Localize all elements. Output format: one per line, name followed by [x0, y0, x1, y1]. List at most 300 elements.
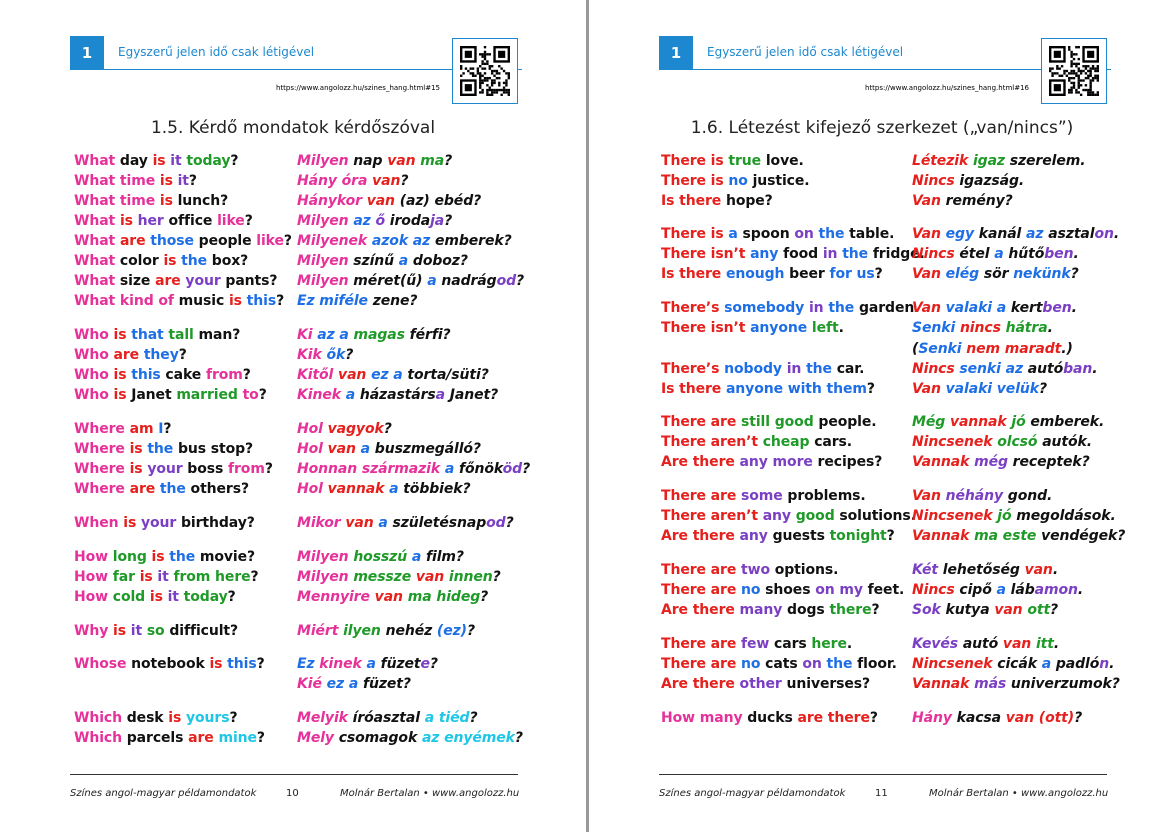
word-segment: anyone — [750, 320, 808, 336]
word-segment: férfi? — [404, 327, 451, 343]
footer-rule — [659, 774, 1107, 775]
word-segment: Hánykor — [297, 193, 362, 209]
word-segment: a — [996, 582, 1006, 598]
audio-url[interactable]: https://www.angolozz.hu/szines_hang.html#16 — [864, 84, 1029, 92]
word-segment: Kié — [297, 676, 322, 692]
word-segment: nekünk — [1013, 266, 1071, 282]
english-sentence — [74, 481, 249, 497]
hungarian-sentence — [297, 676, 411, 692]
footer-author: Molnár Bertalan • www.angolozz.hu — [929, 788, 1109, 799]
word-segment: Where — [74, 461, 125, 477]
word-segment: itt — [1035, 636, 1054, 652]
english-sentence — [74, 233, 292, 249]
word-segment: van — [372, 173, 401, 189]
word-segment: hope? — [721, 193, 773, 209]
word-segment: Mikor — [297, 515, 341, 531]
word-segment: . — [1109, 656, 1115, 672]
word-segment: az — [1005, 361, 1023, 377]
word-segment: autó — [958, 636, 1003, 652]
word-segment: Vannak — [912, 454, 970, 470]
word-segment: od — [496, 273, 517, 289]
word-segment: .) — [1061, 341, 1073, 357]
word-segment: igaz — [972, 153, 1005, 169]
hungarian-sentence — [297, 273, 524, 289]
word-segment: ? — [242, 367, 251, 383]
word-segment: There’s — [661, 361, 720, 377]
word-segment: Milyen — [297, 273, 349, 289]
hungarian-sentence — [297, 233, 512, 249]
word-segment: hátra — [1005, 320, 1048, 336]
chapter-title: Egyszerű jelen idő csak létigével — [707, 45, 904, 59]
word-segment: it — [167, 589, 179, 605]
footer-book-title: Színes angol-magyar példamondatok — [70, 788, 257, 799]
word-segment: csomagok — [333, 730, 422, 746]
hungarian-sentence — [912, 636, 1059, 652]
word-segment: ? — [229, 710, 238, 726]
hungarian-sentence — [912, 173, 1024, 189]
word-segment: There isn’t — [661, 246, 746, 262]
word-segment: emberek? — [430, 233, 512, 249]
word-segment: cipő — [954, 582, 997, 598]
hungarian-sentence — [912, 266, 1079, 282]
hungarian-sentence — [297, 710, 477, 726]
word-segment: ben — [1044, 246, 1074, 262]
hungarian-sentence — [297, 367, 489, 383]
word-segment: floor. — [852, 656, 897, 672]
sentence-list — [0, 0, 586, 760]
footer-book-title: Színes angol-magyar példamondatok — [659, 788, 846, 799]
word-segment: Hol — [297, 481, 323, 497]
hungarian-sentence — [912, 320, 1053, 336]
word-segment: ? — [345, 347, 354, 363]
word-segment: What — [74, 213, 116, 229]
word-segment: ? — [188, 173, 197, 189]
word-segment: film? — [421, 549, 464, 565]
hungarian-sentence — [912, 246, 1079, 262]
word-segment: few — [741, 636, 770, 652]
word-segment: with them — [787, 381, 867, 397]
english-sentence — [661, 602, 880, 618]
word-segment: öd — [502, 461, 523, 477]
word-segment: it — [130, 623, 143, 639]
word-segment: Még — [912, 414, 946, 430]
word-segment: mine — [218, 730, 257, 746]
word-segment: Nincs — [912, 361, 955, 377]
hungarian-sentence — [297, 589, 488, 605]
word-segment: justice. — [747, 173, 810, 189]
word-segment: az enyémek — [421, 730, 515, 746]
word-segment: ő — [375, 213, 386, 229]
word-segment: ? — [258, 387, 267, 403]
sentence-list — [589, 0, 1175, 760]
word-segment: here — [811, 636, 847, 652]
hungarian-sentence — [297, 153, 452, 169]
english-sentence — [661, 361, 864, 377]
word-segment: ? — [514, 730, 523, 746]
word-segment: . — [1052, 562, 1059, 578]
word-segment: in — [786, 361, 802, 377]
word-segment: igazság. — [954, 173, 1025, 189]
word-segment: any — [739, 528, 768, 544]
hungarian-sentence — [912, 488, 1052, 504]
word-segment: the — [147, 441, 174, 457]
word-segment: ? — [400, 173, 409, 189]
english-sentence — [661, 434, 852, 450]
word-segment: a — [345, 387, 356, 403]
word-segment: . — [1053, 636, 1060, 652]
word-segment: this — [227, 656, 257, 672]
word-segment: az — [353, 213, 371, 229]
word-segment: Nincs — [912, 173, 955, 189]
word-segment: színű — [348, 253, 399, 269]
english-sentence — [661, 153, 804, 169]
word-segment: (ez) — [436, 623, 467, 639]
word-segment: ez a — [326, 676, 359, 692]
word-segment: any more — [739, 454, 813, 470]
english-sentence — [661, 488, 866, 504]
word-segment: sör — [979, 266, 1014, 282]
word-segment: láb — [1005, 582, 1035, 598]
word-segment: n — [1099, 656, 1110, 672]
word-segment: Van — [912, 381, 941, 397]
word-segment: it — [157, 569, 169, 585]
word-segment: asztal — [1043, 226, 1095, 242]
word-segment: az — [1026, 226, 1044, 242]
word-segment: car. — [831, 361, 865, 377]
word-segment: kert — [1006, 300, 1043, 316]
word-segment: . — [846, 636, 853, 652]
word-segment: van — [415, 569, 445, 585]
word-segment: What — [74, 233, 116, 249]
word-segment: senki — [959, 361, 1001, 377]
word-segment: are — [119, 233, 146, 249]
word-segment: is — [209, 656, 223, 672]
word-segment: a tiéd — [424, 710, 470, 726]
word-segment: kutya — [940, 602, 995, 618]
word-segment: a — [398, 253, 409, 269]
footer-author: Molnár Bertalan • www.angolozz.hu — [340, 788, 520, 799]
word-segment: still — [741, 414, 770, 430]
word-segment: There aren’t — [661, 434, 758, 450]
word-segment: Kik — [297, 347, 322, 363]
word-segment: dogs — [782, 602, 830, 618]
word-segment: Milyen — [297, 253, 349, 269]
word-segment: color — [115, 253, 164, 269]
word-segment: nadrág — [436, 273, 497, 289]
word-segment: on — [815, 582, 835, 598]
word-segment: is — [139, 569, 153, 585]
word-segment: ? — [276, 293, 285, 309]
word-segment: ? — [886, 528, 895, 544]
word-segment: kacsa — [951, 710, 1006, 726]
word-segment: ? — [1050, 602, 1059, 618]
word-segment: beer — [784, 266, 830, 282]
word-segment: There are — [661, 414, 737, 430]
word-segment: Senki — [918, 341, 962, 357]
word-segment: Van — [912, 226, 941, 242]
hungarian-sentence — [912, 226, 1119, 242]
word-segment: van (ott) — [1005, 710, 1075, 726]
word-segment: today — [186, 153, 231, 169]
hungarian-sentence — [912, 582, 1083, 598]
word-segment: . — [1113, 226, 1120, 242]
word-segment: universes? — [781, 676, 871, 692]
word-segment: recipes? — [812, 454, 883, 470]
word-segment: What time — [74, 173, 156, 189]
word-segment: nem maradt — [966, 341, 1062, 357]
word-segment: jó — [997, 508, 1012, 524]
word-segment: od — [486, 515, 506, 531]
hungarian-sentence — [297, 730, 523, 746]
word-segment: there — [829, 602, 872, 618]
word-segment: Whose — [74, 656, 127, 672]
word-segment: cheap — [762, 434, 810, 450]
hungarian-sentence — [912, 710, 1082, 726]
word-segment: . — [1077, 582, 1084, 598]
word-segment: is — [159, 193, 173, 209]
word-segment: those — [150, 233, 194, 249]
word-segment: There is — [661, 173, 724, 189]
english-sentence — [74, 273, 277, 289]
word-segment: There are — [661, 656, 737, 672]
word-segment: for us — [829, 266, 875, 282]
hungarian-sentence — [912, 602, 1058, 618]
word-segment: other — [739, 676, 782, 692]
word-segment: olcsó — [997, 434, 1038, 450]
word-segment: feet. — [862, 582, 905, 598]
word-segment: fridge. — [868, 246, 925, 262]
word-segment: nobody — [724, 361, 782, 377]
section-title: 1.5. Kérdő mondatok kérdőszóval — [150, 118, 436, 138]
word-segment: enough — [725, 266, 785, 282]
word-segment: ? — [250, 569, 259, 585]
word-segment: vannak — [327, 481, 385, 497]
word-segment: is — [159, 173, 173, 189]
word-segment: Melyik — [297, 710, 348, 726]
word-segment: Honnan származik — [297, 461, 441, 477]
word-segment: How — [74, 549, 108, 565]
english-sentence — [74, 710, 238, 726]
hungarian-sentence — [297, 549, 464, 565]
word-segment: solutions. — [834, 508, 916, 524]
word-segment: ? — [866, 381, 875, 397]
word-segment: (az) ebéd? — [394, 193, 482, 209]
audio-url[interactable]: https://www.angolozz.hu/szines_hang.html#15 — [275, 84, 440, 92]
word-segment: ? — [178, 347, 187, 363]
word-segment: Is there — [661, 266, 722, 282]
word-segment: like — [217, 213, 245, 229]
word-segment: van — [387, 153, 416, 169]
word-segment: ? — [444, 213, 453, 229]
english-sentence — [74, 623, 238, 639]
word-segment: füzet — [375, 656, 421, 672]
word-segment: ? — [256, 730, 265, 746]
word-segment: difficult? — [164, 623, 239, 639]
word-segment: the — [169, 549, 196, 565]
word-segment: cars — [769, 636, 812, 652]
hungarian-sentence — [912, 528, 1125, 544]
word-segment: Hány óra — [297, 173, 368, 189]
word-segment: magas — [353, 327, 405, 343]
word-segment: nap — [348, 153, 388, 169]
hungarian-sentence — [912, 381, 1047, 397]
english-sentence — [74, 153, 238, 169]
hungarian-sentence — [912, 414, 1104, 430]
page-number: 11 — [875, 788, 888, 799]
word-segment: autó — [1023, 361, 1064, 377]
word-segment: nehéz — [380, 623, 437, 639]
word-segment: size — [115, 273, 156, 289]
word-segment: long — [112, 549, 147, 565]
page-left — [0, 0, 586, 832]
word-segment: füzet? — [358, 676, 411, 692]
word-segment: ilyen — [343, 623, 381, 639]
word-segment: emberek. — [1025, 414, 1105, 430]
word-segment: are — [129, 481, 156, 497]
word-segment: movie? — [195, 549, 256, 565]
hungarian-sentence — [912, 434, 1092, 450]
word-segment: some — [741, 488, 783, 504]
word-segment: cold — [112, 589, 146, 605]
english-sentence — [661, 636, 852, 652]
word-segment: Who — [74, 327, 109, 343]
word-segment: cicák — [992, 656, 1042, 672]
word-segment: . — [838, 320, 844, 336]
hungarian-sentence — [297, 481, 471, 497]
word-segment: ducks — [742, 710, 798, 726]
word-segment: Is there — [661, 193, 722, 209]
word-segment: a — [444, 461, 455, 477]
word-segment: innen — [448, 569, 493, 585]
word-segment: desk — [121, 710, 169, 726]
word-segment: garden. — [854, 300, 920, 316]
word-segment: Ez miféle — [297, 293, 368, 309]
word-segment: is — [129, 441, 143, 457]
word-segment: her — [137, 213, 164, 229]
word-segment: true — [728, 153, 762, 169]
word-segment: Sok — [912, 602, 941, 618]
hungarian-sentence — [297, 421, 392, 437]
word-segment: az a — [317, 327, 349, 343]
word-segment: I — [158, 421, 164, 437]
word-segment: a — [360, 441, 371, 457]
word-segment: on — [794, 226, 814, 242]
word-segment: is — [152, 153, 166, 169]
word-segment: remény? — [940, 193, 1013, 209]
word-segment: még — [974, 454, 1008, 470]
word-segment: What kind of — [74, 293, 174, 309]
word-segment: What — [74, 273, 116, 289]
word-segment: There are — [661, 636, 737, 652]
word-segment: autók. — [1037, 434, 1092, 450]
word-segment: There aren’t — [661, 508, 758, 524]
word-segment: music — [173, 293, 229, 309]
word-segment: Van — [912, 488, 941, 504]
word-segment: your — [140, 515, 177, 531]
word-segment: ? — [874, 266, 883, 282]
word-segment: am — [129, 421, 154, 437]
word-segment: torta/süti? — [402, 367, 489, 383]
word-segment: nincs — [959, 320, 1001, 336]
word-segment: Hány — [912, 710, 952, 726]
word-segment: ma — [420, 153, 445, 169]
word-segment: Milyen — [297, 213, 349, 229]
word-segment: no — [741, 582, 761, 598]
word-segment: ? — [492, 569, 501, 585]
word-segment: There are — [661, 562, 737, 578]
hungarian-sentence — [297, 656, 438, 672]
word-segment: Are there — [661, 454, 735, 470]
word-segment: van — [374, 589, 403, 605]
word-segment: Van — [912, 266, 941, 282]
word-segment: Nincs — [912, 582, 955, 598]
word-segment: is — [151, 549, 165, 565]
word-segment: a — [728, 226, 738, 242]
english-sentence — [661, 193, 773, 209]
word-segment: ( — [912, 341, 919, 357]
hungarian-sentence — [912, 562, 1058, 578]
english-sentence — [74, 327, 240, 343]
word-segment: . — [1092, 361, 1098, 377]
word-segment: Which — [74, 710, 122, 726]
word-segment: azok az — [371, 233, 431, 249]
word-segment: kanál — [974, 226, 1027, 242]
word-segment: Kevés — [912, 636, 959, 652]
english-sentence — [661, 173, 809, 189]
word-segment: ? — [230, 153, 239, 169]
english-sentence — [74, 293, 284, 309]
word-segment: a — [366, 656, 376, 672]
word-segment: are — [155, 273, 181, 289]
word-segment: When — [74, 515, 119, 531]
word-segment: any — [750, 246, 779, 262]
hungarian-sentence — [297, 327, 451, 343]
word-segment: your — [185, 273, 221, 289]
word-segment: others? — [185, 481, 249, 497]
english-sentence — [74, 387, 267, 403]
word-segment: any — [762, 508, 791, 524]
word-segment: Mely — [297, 730, 334, 746]
word-segment: on — [802, 656, 822, 672]
word-segment: Are there — [661, 528, 735, 544]
english-sentence — [74, 347, 187, 363]
word-segment: vendégek? — [1036, 528, 1126, 544]
word-segment: kinek — [319, 656, 362, 672]
word-segment: a — [427, 273, 437, 289]
word-segment: ? — [244, 213, 253, 229]
hungarian-sentence — [297, 623, 475, 639]
word-segment: a — [1041, 656, 1052, 672]
hungarian-sentence — [297, 173, 408, 189]
word-segment: There is — [661, 226, 724, 242]
word-segment: How — [74, 589, 108, 605]
word-segment: What time — [74, 193, 156, 209]
word-segment: házastárs — [355, 387, 436, 403]
word-segment: Janet? — [445, 387, 499, 403]
word-segment: Milyen — [297, 153, 349, 169]
english-sentence — [74, 515, 255, 531]
word-segment: somebody — [724, 300, 805, 316]
word-segment: day — [115, 153, 153, 169]
word-segment: Van — [912, 193, 941, 209]
word-segment: is — [119, 213, 133, 229]
word-segment: Kinek — [297, 387, 341, 403]
word-segment: Vannak — [912, 528, 970, 544]
word-segment: from — [205, 367, 243, 383]
english-sentence — [661, 266, 883, 282]
english-sentence — [661, 226, 894, 242]
word-segment: ? — [1038, 381, 1048, 397]
